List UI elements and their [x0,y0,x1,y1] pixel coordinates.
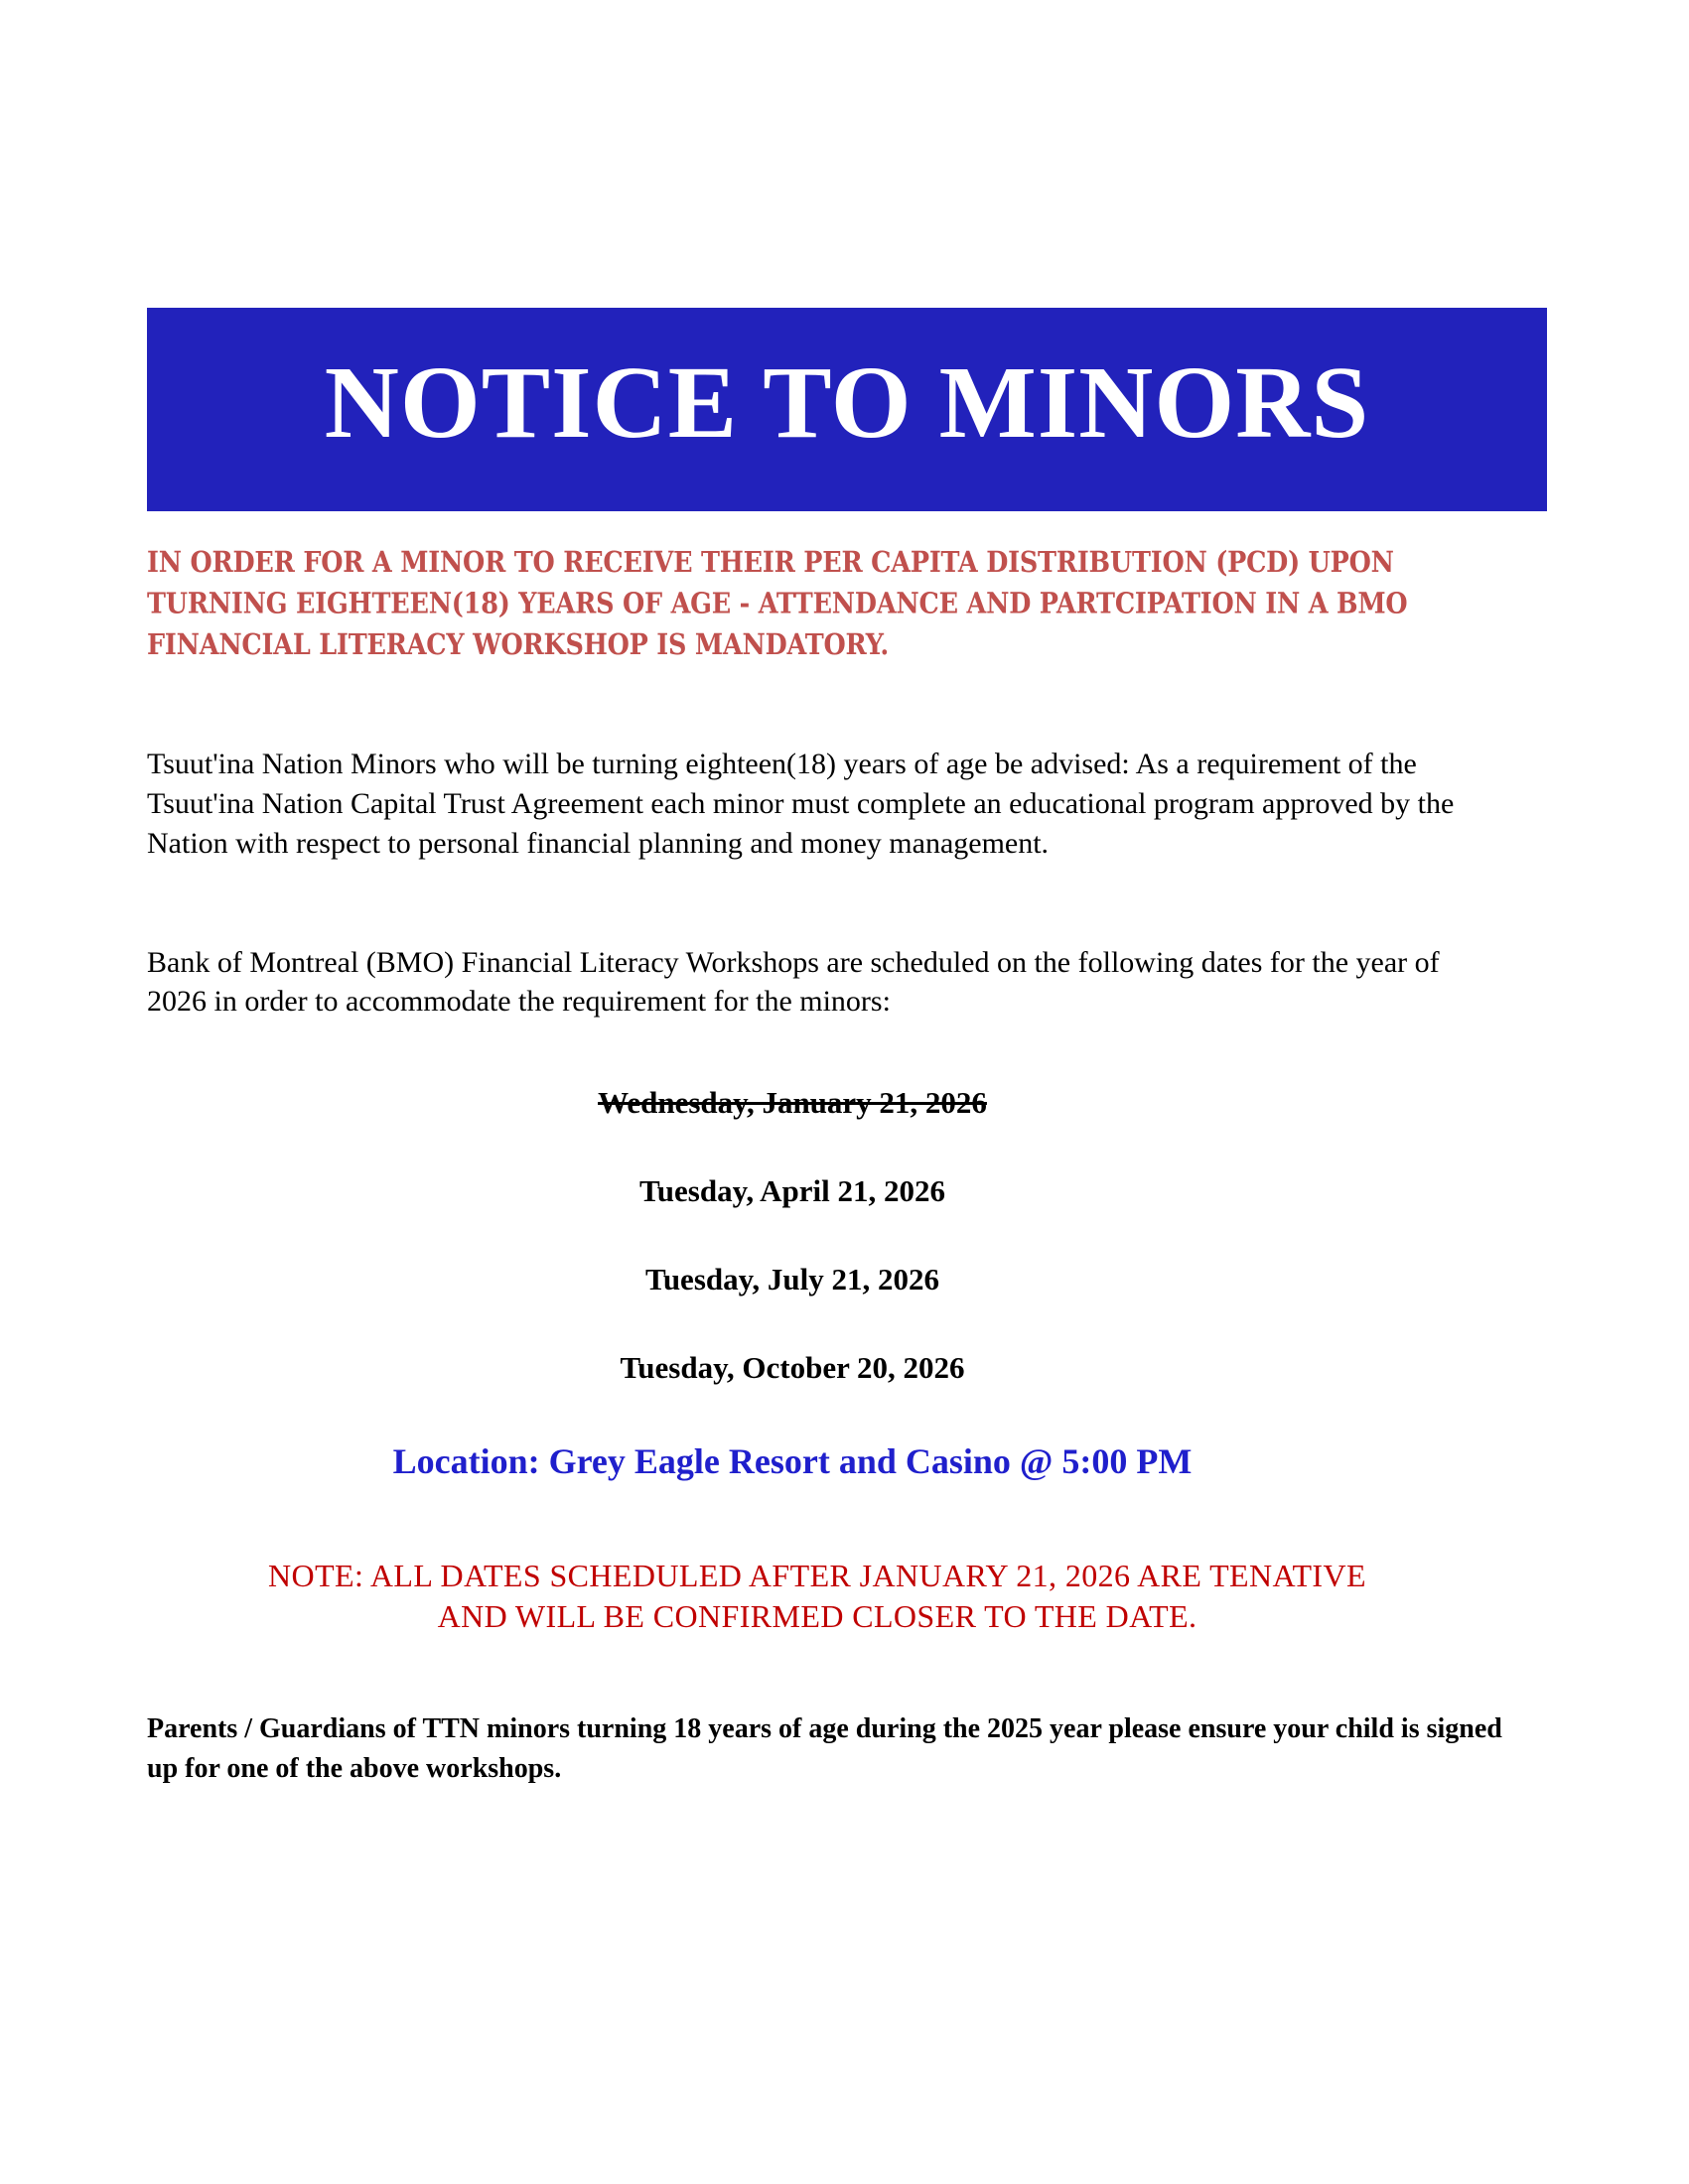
mandatory-statement: IN ORDER FOR A MINOR TO RECEIVE THEIR PER CAPITA DISTRIBUTION (PCD) UPON TURNING EIGHTEEN(18) YEARS OF AGE - ATTENDANCE AND PARTCIPATION IN A BMO FINANCIAL LITERACY WORKSHOP IS MANDATORY. [147,546,1408,662]
page-title: NOTICE TO MINORS [324,344,1370,460]
workshop-date-list [147,1085,1438,1386]
notice-content [147,308,1547,1789]
parents-guardians-note: Parents / Guardians of TTN minors turning 18 years of age during the 2025 year please ensure your child is signed up for one of the above workshops. [147,1713,1502,1785]
paragraph-requirement: Tsuut'ina Nation Minors who will be turning eighteen(18) years of age be advised: As a requirement of the Tsuut'ina Nation Capital Trust Agreement each minor must complete an educational program approved by the Nation with respect to personal financial planning and money management. [147,747,1455,860]
workshop-date-item: Wednesday, January 21, 2026 [598,1085,987,1121]
tentative-dates-note-line2: AND WILL BE CONFIRMED CLOSER TO THE DATE. [437,1597,1197,1634]
tentative-dates-note-line1: NOTE: ALL DATES SCHEDULED AFTER JANUARY 21, 2026 ARE TENATIVE [268,1557,1366,1593]
workshop-date-item: Tuesday, October 20, 2026 [620,1350,965,1386]
workshop-date-item: Tuesday, April 21, 2026 [638,1173,946,1209]
workshop-date-item: Tuesday, July 21, 2026 [644,1262,940,1297]
title-banner [147,308,1547,511]
paragraph-schedule-intro: Bank of Montreal (BMO) Financial Literacy Workshops are scheduled on the following dates for the year of 2026 in order to accommodate the requirement for the minors: [147,945,1440,1019]
location-line: Location: Grey Eagle Resort and Casino @ 5:00 PM [392,1441,1193,1482]
tentative-dates-note [147,1556,1487,1637]
